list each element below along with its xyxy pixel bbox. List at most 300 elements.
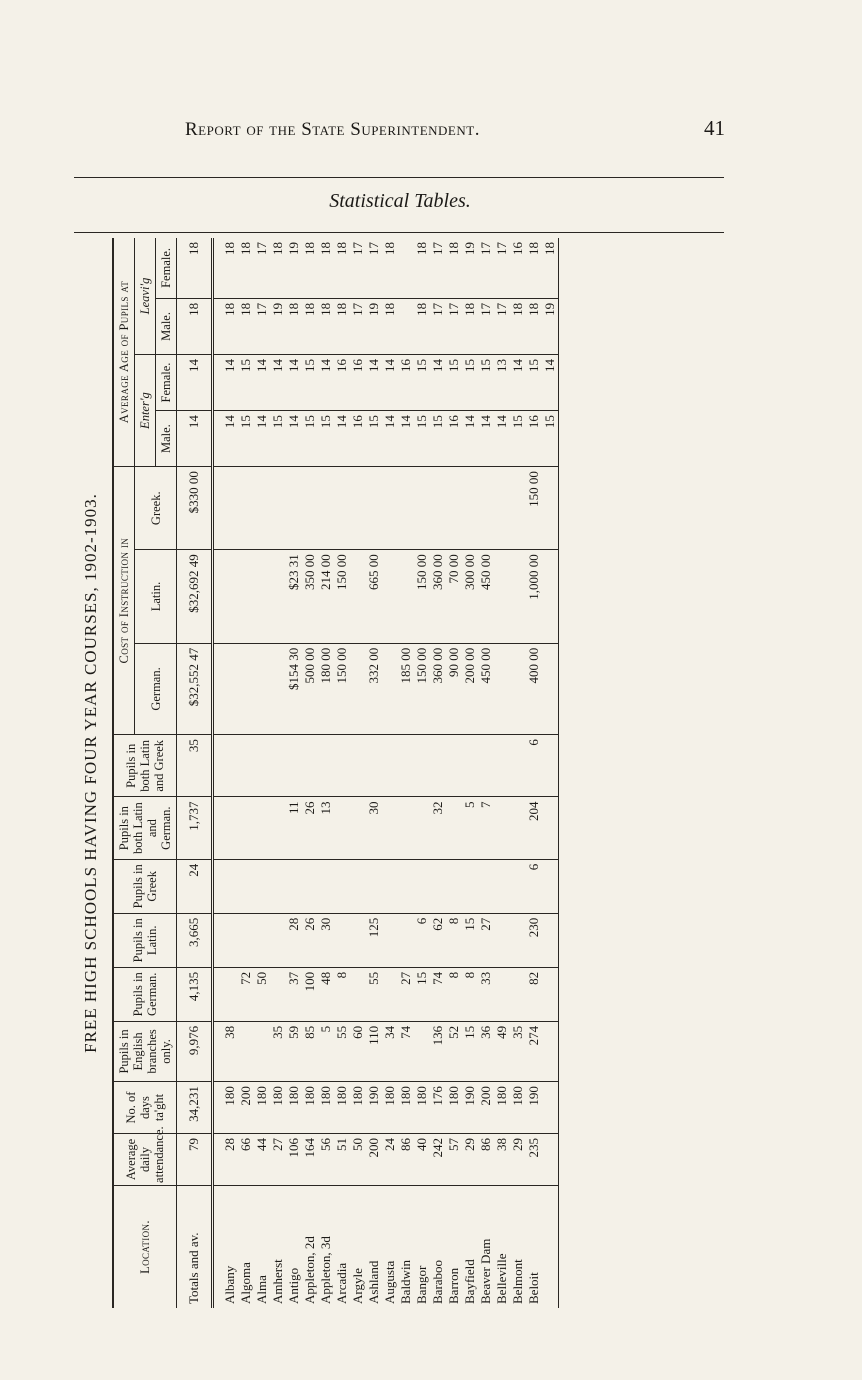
cell-leave-female: 17	[478, 242, 493, 255]
totals-leave-female: 18	[177, 238, 213, 298]
cell-latin	[382, 913, 398, 967]
cell-latin-german	[382, 797, 398, 859]
cell-latin: 62	[430, 913, 446, 967]
cell-greek	[238, 859, 254, 913]
cell-german: 27	[398, 967, 414, 1021]
cell-german	[542, 967, 559, 1021]
totals-german: 4,135	[177, 967, 213, 1021]
cell-cost-greek	[286, 467, 302, 550]
cell-english: 52	[446, 1021, 462, 1081]
cell-attendance: 50	[350, 1134, 366, 1186]
cell-leave-male: 18	[382, 298, 398, 354]
cell-leave-male: 18	[414, 298, 430, 354]
cell-leave-female: 18	[446, 242, 461, 255]
cell-leave-male: 17	[430, 298, 446, 354]
cell-german: 48	[318, 967, 334, 1021]
cell-latin-german	[270, 797, 286, 859]
cell-location: Amherst	[270, 1185, 286, 1308]
cell-greek	[494, 859, 510, 913]
cell-cost-latin: 450 00	[478, 550, 494, 643]
cell-cost-latin: $23 31	[286, 550, 302, 643]
cell-cost-greek	[494, 467, 510, 550]
cell-leave-male: 18	[526, 298, 542, 354]
cell-days: 180	[510, 1082, 526, 1134]
cell-attendance: 86	[478, 1134, 494, 1186]
col-days: No. of days ta'ght	[113, 1082, 177, 1134]
cell-cost-latin: 150 00	[414, 550, 430, 643]
cell-greek	[446, 859, 462, 913]
cell-enter-female: 14	[542, 354, 559, 410]
cell-days: 180	[382, 1082, 398, 1134]
cell-location: Antigo	[286, 1185, 302, 1308]
totals-row	[177, 238, 213, 1308]
cell-latin-german	[334, 797, 350, 859]
header-rule	[74, 177, 724, 178]
col-cost-greek: Greek.	[135, 467, 177, 550]
col-cost-latin: Latin.	[135, 550, 177, 643]
cell-latin-greek	[398, 735, 414, 797]
cell-cost-latin: 70 00	[446, 550, 462, 643]
cell-latin	[510, 913, 526, 967]
cell-cost-german: 500 00	[302, 643, 318, 734]
cell-location: Appleton, 2d	[302, 1185, 318, 1308]
cell-location: Barron	[446, 1185, 462, 1308]
cell-latin-greek	[334, 735, 350, 797]
cell-cost-greek	[430, 467, 446, 550]
cell-location	[542, 1185, 559, 1308]
cell-greek	[478, 859, 494, 913]
cell-cost-greek	[462, 467, 478, 550]
cell-cost-german	[254, 643, 270, 734]
cell-german	[270, 967, 286, 1021]
col-location: Location.	[113, 1185, 177, 1308]
cell-latin-greek	[510, 735, 526, 797]
cell-german: 100	[302, 967, 318, 1021]
cell-german: 74	[430, 967, 446, 1021]
cell-latin-greek	[270, 735, 286, 797]
cell-latin-german	[414, 797, 430, 859]
cell-german: 37	[286, 967, 302, 1021]
cell-leave-female: 16	[510, 242, 525, 255]
cell-cost-greek	[446, 467, 462, 550]
cell-leave-male: 19	[542, 298, 559, 354]
cell-attendance: 44	[254, 1134, 270, 1186]
cell-attendance: 235	[526, 1134, 542, 1186]
cell-greek	[270, 859, 286, 913]
cell-enter-male: 15	[542, 411, 559, 467]
running-title: Report of the State Superintendent.	[185, 119, 480, 140]
totals-latin-greek: 35	[177, 735, 213, 797]
cell-attendance: 24	[382, 1134, 398, 1186]
cell-greek	[213, 859, 239, 913]
cell-leave-female: 18	[382, 242, 397, 255]
cell-latin	[350, 913, 366, 967]
cell-leave-male: 17	[494, 298, 510, 354]
cell-location: Arcadia	[334, 1185, 350, 1308]
cell-latin: 30	[318, 913, 334, 967]
cell-german	[494, 967, 510, 1021]
cell-attendance: 86	[398, 1134, 414, 1186]
cell-english: 136	[430, 1021, 446, 1081]
cell-latin-german	[213, 797, 239, 859]
page-number: 41	[704, 116, 725, 140]
table-row	[270, 238, 286, 1308]
cell-leave-female: 17	[430, 242, 445, 255]
cell-latin: 125	[366, 913, 382, 967]
cell-german	[510, 967, 526, 1021]
cell-leave-male: 18	[334, 298, 350, 354]
cell-location: Belmont	[510, 1185, 526, 1308]
cell-cost-german	[213, 643, 239, 734]
table-row	[430, 238, 446, 1308]
cell-cost-latin	[238, 550, 254, 643]
cell-latin-german: 5	[462, 797, 478, 859]
cell-days: 200	[238, 1082, 254, 1134]
cell-days	[542, 1082, 559, 1134]
cell-location: Augusta	[382, 1185, 398, 1308]
cell-attendance: 29	[462, 1134, 478, 1186]
cell-leave-female: 17	[350, 242, 365, 255]
cell-latin	[254, 913, 270, 967]
cell-english: 34	[382, 1021, 398, 1081]
cell-cost-greek	[318, 467, 334, 550]
cell-enter-male: 14	[382, 411, 398, 467]
cell-latin-german: 26	[302, 797, 318, 859]
cell-leave-male: 19	[270, 298, 286, 354]
cell-enter-male: 14	[398, 411, 414, 467]
cell-leave-male: 19	[366, 298, 382, 354]
cell-cost-greek	[254, 467, 270, 550]
cell-enter-male: 15	[302, 411, 318, 467]
cell-greek	[398, 859, 414, 913]
cell-latin-german	[238, 797, 254, 859]
col-cost-german: German.	[135, 643, 177, 734]
cell-latin	[270, 913, 286, 967]
cell-enter-female: 14	[318, 354, 334, 410]
cell-latin-greek	[430, 735, 446, 797]
cell-cost-greek	[350, 467, 366, 550]
cell-cost-greek	[213, 467, 239, 550]
cell-days: 190	[526, 1082, 542, 1134]
cell-leave-male: 18	[238, 298, 254, 354]
cell-english: 55	[334, 1021, 350, 1081]
cell-leave-female: 17	[254, 242, 269, 255]
col-enter-female: Female.	[156, 354, 177, 410]
cell-english: 35	[270, 1021, 286, 1081]
cell-days: 180	[213, 1082, 239, 1134]
table-row	[213, 238, 239, 1308]
col-group-cost: Cost of Instruction in	[113, 467, 135, 735]
cell-cost-greek	[270, 467, 286, 550]
cell-enter-female: 15	[238, 354, 254, 410]
cell-english: 38	[213, 1021, 239, 1081]
totals-cost-greek: $330 00	[177, 467, 213, 550]
rotated-table-block	[70, 238, 720, 1308]
cell-greek	[414, 859, 430, 913]
col-group-age: Average Age of Pupils at	[113, 238, 135, 467]
cell-enter-male: 15	[318, 411, 334, 467]
cell-attendance: 56	[318, 1134, 334, 1186]
cell-enter-male: 14	[478, 411, 494, 467]
cell-attendance: 57	[446, 1134, 462, 1186]
cell-german: 55	[366, 967, 382, 1021]
cell-days: 180	[286, 1082, 302, 1134]
table-body	[177, 238, 559, 1308]
cell-cost-latin: 350 00	[302, 550, 318, 643]
cell-latin-greek	[286, 735, 302, 797]
cell-days: 180	[334, 1082, 350, 1134]
cell-enter-female: 14	[213, 354, 239, 410]
cell-latin-greek	[478, 735, 494, 797]
cell-cost-german: 90 00	[446, 643, 462, 734]
cell-enter-female: 14	[254, 354, 270, 410]
cell-latin-greek	[318, 735, 334, 797]
cell-greek: 6	[526, 859, 542, 913]
table-row	[494, 238, 510, 1308]
totals-greek: 24	[177, 859, 213, 913]
cell-leave-female	[398, 238, 414, 298]
cell-german: 50	[254, 967, 270, 1021]
cell-enter-female: 15	[446, 354, 462, 410]
cell-latin	[494, 913, 510, 967]
table-row	[350, 238, 366, 1308]
table-row	[526, 238, 542, 1308]
col-german: Pupils in German.	[113, 967, 177, 1021]
cell-days: 200	[478, 1082, 494, 1134]
cell-days: 190	[462, 1082, 478, 1134]
cell-leave-female: 17	[366, 242, 381, 255]
col-latin-german: Pupils in both Latin and German.	[113, 797, 177, 859]
cell-attendance: 200	[366, 1134, 382, 1186]
cell-enter-male: 14	[213, 411, 239, 467]
cell-english	[238, 1021, 254, 1081]
cell-cost-latin: 300 00	[462, 550, 478, 643]
cell-attendance: 28	[213, 1134, 239, 1186]
cell-cost-greek	[414, 467, 430, 550]
cell-cost-greek	[302, 467, 318, 550]
table-row	[366, 238, 382, 1308]
cell-latin	[238, 913, 254, 967]
cell-cost-german	[238, 643, 254, 734]
cell-english	[414, 1021, 430, 1081]
cell-enter-female: 16	[398, 354, 414, 410]
cell-cost-greek	[398, 467, 414, 550]
totals-latin: 3,665	[177, 913, 213, 967]
cell-german	[350, 967, 366, 1021]
cell-leave-female: 17	[494, 242, 509, 255]
cell-days: 180	[270, 1082, 286, 1134]
cell-enter-female: 15	[526, 354, 542, 410]
col-enter-male: Male.	[156, 411, 177, 467]
cell-enter-female: 14	[430, 354, 446, 410]
totals-english: 9,976	[177, 1021, 213, 1081]
cell-cost-greek: 150 00	[526, 467, 542, 550]
cell-greek	[366, 859, 382, 913]
cell-cost-german: $154 30	[286, 643, 302, 734]
cell-german: 72	[238, 967, 254, 1021]
table-row	[302, 238, 318, 1308]
cell-attendance	[542, 1134, 559, 1186]
cell-greek	[254, 859, 270, 913]
cell-greek	[286, 859, 302, 913]
cell-enter-female: 15	[462, 354, 478, 410]
cell-leave-female: 18	[270, 242, 285, 255]
cell-leave-male: 17	[350, 298, 366, 354]
cell-cost-greek	[238, 467, 254, 550]
cell-latin: 15	[462, 913, 478, 967]
cell-enter-female: 14	[382, 354, 398, 410]
cell-latin-greek	[350, 735, 366, 797]
cell-latin-german: 13	[318, 797, 334, 859]
totals-cost-latin: $32,692 49	[177, 550, 213, 643]
cell-attendance: 106	[286, 1134, 302, 1186]
cell-cost-german	[382, 643, 398, 734]
table-row	[398, 238, 414, 1308]
col-latin: Pupils in Latin.	[113, 913, 177, 967]
cell-latin: 6	[414, 913, 430, 967]
cell-cost-german: 185 00	[398, 643, 414, 734]
section-title: Statistical Tables.	[329, 190, 471, 212]
cell-leave-male: 17	[446, 298, 462, 354]
cell-latin-german	[350, 797, 366, 859]
section-rule	[74, 232, 724, 233]
cell-cost-german: 450 00	[478, 643, 494, 734]
cell-english: 85	[302, 1021, 318, 1081]
cell-latin-greek	[494, 735, 510, 797]
cell-enter-female: 15	[302, 354, 318, 410]
cell-german	[213, 967, 239, 1021]
cell-location: Baraboo	[430, 1185, 446, 1308]
cell-leave-female: 18	[222, 242, 237, 255]
cell-cost-latin: 214 00	[318, 550, 334, 643]
cell-latin-german	[398, 797, 414, 859]
table-row	[462, 238, 478, 1308]
table-row	[318, 238, 334, 1308]
cell-german: 82	[526, 967, 542, 1021]
cell-english: 110	[366, 1021, 382, 1081]
cell-days: 180	[254, 1082, 270, 1134]
cell-latin-greek	[302, 735, 318, 797]
cell-enter-male: 15	[430, 411, 446, 467]
cell-enter-male: 15	[238, 411, 254, 467]
cell-enter-female: 16	[350, 354, 366, 410]
totals-days: 34,231	[177, 1082, 213, 1134]
cell-latin: 28	[286, 913, 302, 967]
cell-cost-latin	[494, 550, 510, 643]
cell-enter-male: 14	[462, 411, 478, 467]
cell-days: 180	[414, 1082, 430, 1134]
cell-latin-greek	[542, 735, 559, 797]
cell-leave-male: 18	[286, 298, 302, 354]
cell-leave-male: 18	[510, 298, 526, 354]
cell-latin-greek	[254, 735, 270, 797]
cell-leave-male	[398, 298, 414, 354]
cell-attendance: 66	[238, 1134, 254, 1186]
cell-greek	[430, 859, 446, 913]
cell-days: 180	[318, 1082, 334, 1134]
cell-german	[382, 967, 398, 1021]
cell-latin-german: 11	[286, 797, 302, 859]
cell-location: Bangor	[414, 1185, 430, 1308]
cell-cost-german	[270, 643, 286, 734]
cell-leave-female: 18	[238, 242, 253, 255]
cell-latin-greek	[213, 735, 239, 797]
cell-latin-german	[542, 797, 559, 859]
cell-cost-german: 200 00	[462, 643, 478, 734]
cell-attendance: 40	[414, 1134, 430, 1186]
cell-enter-male: 16	[526, 411, 542, 467]
cell-cost-greek	[478, 467, 494, 550]
statistics-table	[112, 238, 559, 1308]
cell-german: 8	[446, 967, 462, 1021]
cell-cost-latin	[398, 550, 414, 643]
cell-leave-male: 18	[302, 298, 318, 354]
cell-english: 49	[494, 1021, 510, 1081]
cell-cost-latin: 360 00	[430, 550, 446, 643]
cell-latin-german	[446, 797, 462, 859]
cell-enter-female: 14	[510, 354, 526, 410]
cell-greek	[350, 859, 366, 913]
cell-enter-male: 15	[414, 411, 430, 467]
totals-cost-german: $32,552 47	[177, 643, 213, 734]
cell-latin	[213, 913, 239, 967]
cell-english: 59	[286, 1021, 302, 1081]
cell-latin-german: 204	[526, 797, 542, 859]
cell-days: 180	[446, 1082, 462, 1134]
cell-leave-female: 18	[334, 242, 349, 255]
table-row	[382, 238, 398, 1308]
col-english: Pupils in English branches only.	[113, 1021, 177, 1081]
cell-greek	[462, 859, 478, 913]
cell-enter-male: 16	[350, 411, 366, 467]
cell-cost-latin	[213, 550, 239, 643]
cell-location: Bayfield	[462, 1185, 478, 1308]
cell-german: 33	[478, 967, 494, 1021]
cell-enter-male: 14	[286, 411, 302, 467]
table-row	[542, 238, 559, 1308]
cell-leave-female: 18	[302, 242, 317, 255]
cell-english: 35	[510, 1021, 526, 1081]
cell-greek	[334, 859, 350, 913]
cell-enter-male: 16	[446, 411, 462, 467]
cell-leave-female: 18	[318, 242, 333, 255]
cell-cost-german	[510, 643, 526, 734]
cell-latin-german	[510, 797, 526, 859]
cell-location: Baldwin	[398, 1185, 414, 1308]
cell-days: 180	[350, 1082, 366, 1134]
cell-cost-greek	[366, 467, 382, 550]
running-head	[185, 116, 725, 141]
cell-latin-greek	[446, 735, 462, 797]
cell-location: Beloit	[526, 1185, 542, 1308]
cell-greek	[382, 859, 398, 913]
cell-latin-german: 30	[366, 797, 382, 859]
cell-latin-greek	[462, 735, 478, 797]
table-title: FREE HIGH SCHOOLS HAVING FOUR YEAR COURSES, 1902-1903.	[81, 493, 100, 1053]
cell-cost-latin: 1,000 00	[526, 550, 542, 643]
cell-cost-latin	[542, 550, 559, 643]
col-group-entering: Enter'g	[135, 354, 156, 466]
cell-enter-female: 15	[478, 354, 494, 410]
cell-latin: 230	[526, 913, 542, 967]
cell-leave-male: 17	[254, 298, 270, 354]
table-row	[510, 238, 526, 1308]
cell-cost-german	[542, 643, 559, 734]
cell-latin-greek	[238, 735, 254, 797]
cell-location: Appleton, 3d	[318, 1185, 334, 1308]
cell-days: 190	[366, 1082, 382, 1134]
cell-enter-female: 14	[286, 354, 302, 410]
